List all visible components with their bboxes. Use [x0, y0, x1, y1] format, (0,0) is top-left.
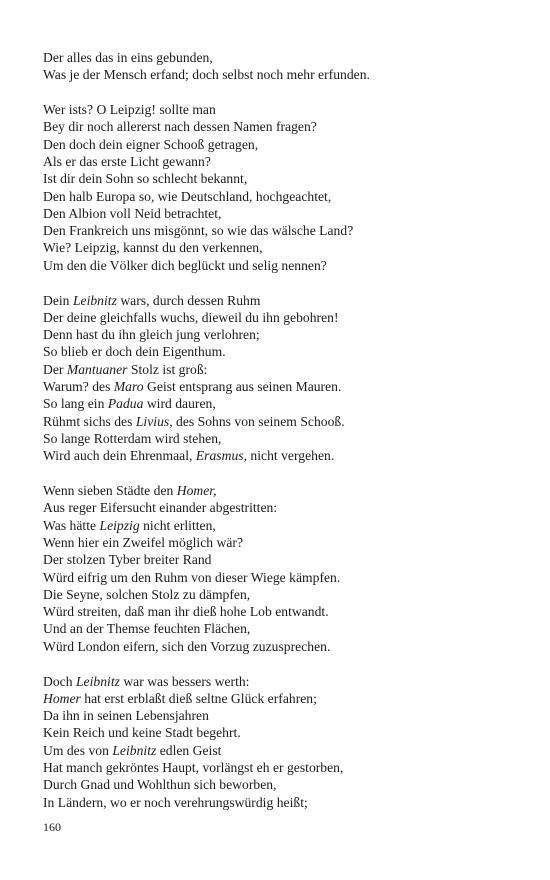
- verse-line: Bey dir noch allererst nach dessen Namen fragen?: [43, 119, 317, 135]
- verse-line: Als er das erste Licht gewann?: [43, 153, 211, 169]
- verse-line: Würd eifrig um den Ruhm von dieser Wiege kämpfen.: [43, 569, 341, 585]
- italic-name: Padua: [107, 396, 144, 412]
- verse-line: Würd streiten, daß man ihr dieß hohe Lob entwandt.: [43, 604, 329, 620]
- stanza: [43, 482, 523, 655]
- verse-line: Wird auch dein Ehrenmaal, Erasmus, nicht vergehen.: [43, 448, 335, 464]
- verse-line: Doch Leibnitz war was bessers werth:: [43, 673, 250, 689]
- verse-line: Um den die Völker dich beglückt und selig nennen?: [43, 257, 327, 273]
- verse-line: Homer hat erst erblaßt dieß seltne Glück erfahren;: [43, 690, 317, 706]
- verse-line: Wenn sieben Städte den Homer,: [43, 483, 217, 499]
- verse-line: Der Mantuaner Stolz ist groß:: [43, 361, 208, 377]
- italic-name: Leibnitz: [72, 292, 117, 308]
- verse-line: Die Seyne, solchen Stolz zu dämpfen,: [43, 586, 251, 602]
- verse-line: Denn hast du ihn gleich jung verlohren;: [43, 327, 260, 343]
- verse-line: Wie? Leipzig, kannst du den verkennen,: [43, 240, 263, 256]
- italic-name: Livius,: [135, 413, 173, 429]
- verse-line: Da ihn in seinen Lebensjahren: [43, 708, 209, 724]
- verse-line: Hat manch gekröntes Haupt, vorlängst eh er gestorben,: [43, 759, 344, 775]
- verse-line: Rühmt sichs des Livius, des Sohns von seinem Schooß.: [43, 413, 345, 429]
- verse-line: Der alles das in eins gebunden,: [43, 50, 213, 65]
- italic-name: Leibnitz: [112, 742, 157, 758]
- italic-name: Homer: [43, 690, 81, 706]
- verse-line: Um des von Leibnitz edlen Geist: [43, 742, 222, 758]
- verse-line: Warum? des Maro Geist entsprang aus seinen Mauren.: [43, 379, 342, 395]
- verse-line: Durch Gnad und Wohlthun sich beworben,: [43, 777, 277, 793]
- verse-line: Den Frankreich uns misgönnt, so wie das wälsche Land?: [43, 223, 354, 239]
- verse-line: Der stolzen Tyber breiter Rand: [43, 552, 212, 568]
- stanza: [43, 101, 523, 274]
- verse-line: So lange Rotterdam wird stehen,: [43, 430, 222, 446]
- verse-line: Den Albion voll Neid betrachtet,: [43, 205, 222, 221]
- stanza: [43, 673, 523, 811]
- verse-line: Den halb Europa so, wie Deutschland, hochgeachtet,: [43, 188, 332, 204]
- italic-name: Mantuaner: [66, 361, 128, 377]
- italic-name: Leibnitz: [75, 673, 120, 689]
- verse-line: Der deine gleichfalls wuchs, dieweil du ihn gebohren!: [43, 309, 339, 325]
- verse-line: Wenn hier ein Zweifel möglich wär?: [43, 534, 244, 550]
- verse-line: Wer ists? O Leipzig! sollte man: [43, 102, 216, 118]
- italic-name: Leipzig: [99, 517, 140, 533]
- italic-name: Homer,: [176, 483, 217, 499]
- verse-line: In Ländern, wo er noch verehrungswürdig heißt;: [43, 794, 308, 810]
- verse-line: Den doch dein eigner Schooß getragen,: [43, 136, 259, 152]
- stanza: [43, 292, 523, 465]
- italic-name: Erasmus,: [195, 448, 247, 464]
- stanza: [43, 49, 523, 84]
- verse-line: Was hätte Leipzig nicht erlitten,: [43, 517, 216, 533]
- verse-line: So blieb er doch dein Eigenthum.: [43, 344, 226, 360]
- verse-line: Aus reger Eifersucht einander abgestritten:: [43, 500, 278, 516]
- verse-line: Dein Leibnitz wars, durch dessen Ruhm: [43, 292, 261, 308]
- page-number: 160: [43, 820, 61, 834]
- verse-line: Und an der Themse feuchten Flächen,: [43, 621, 251, 637]
- verse-line: Was je der Mensch erfand; doch selbst noch mehr erfunden.: [43, 67, 370, 83]
- verse-line: Würd London eifern, sich den Vorzug zuzusprechen.: [43, 638, 331, 654]
- verse-line: Ist dir dein Sohn so schlecht bekannt,: [43, 171, 248, 187]
- italic-name: Maro: [113, 379, 144, 395]
- verse-line: So lang ein Padua wird dauren,: [43, 396, 216, 412]
- verse-line: Kein Reich und keine Stadt begehrt.: [43, 725, 241, 741]
- poem-body: [43, 49, 523, 828]
